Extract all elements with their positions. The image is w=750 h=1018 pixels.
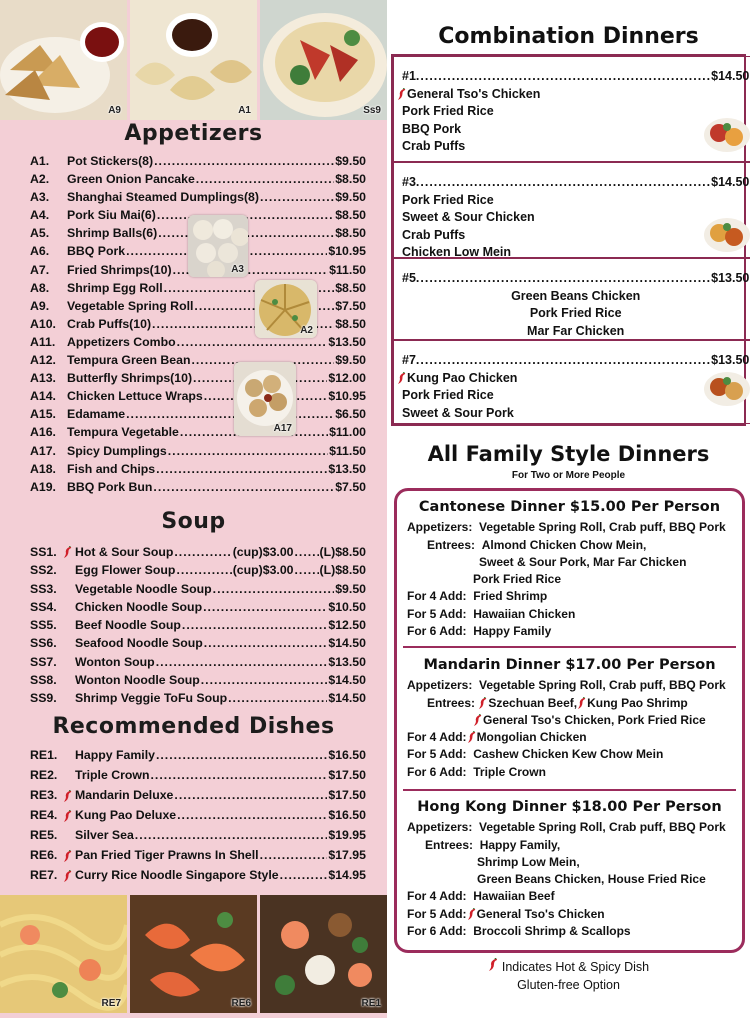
item-code: SS7. [30, 654, 57, 669]
top-photo-strip [0, 0, 387, 120]
entree-value: Green Beans Chicken, House Fried Rice [477, 872, 706, 887]
entree-value: Pork Fried Rice [473, 572, 562, 587]
item-name: Green Onion Pancake [67, 172, 195, 187]
menu-item [30, 598, 366, 616]
combo-price: $14.50 [711, 69, 750, 83]
item-code: A7. [30, 262, 50, 277]
menu-item [30, 653, 366, 671]
item-code: A5. [30, 226, 50, 241]
add-value: Fried Shrimp [473, 589, 548, 604]
item-price: $17.50 [328, 788, 366, 802]
item-name: Pot Stickers(8) [67, 154, 154, 168]
leader-dots [176, 561, 231, 579]
item-price: $17.50 [328, 768, 366, 782]
menu-item [30, 188, 366, 206]
combo-number: #5 [402, 271, 416, 285]
soup-title: Soup [161, 509, 226, 534]
chili-spacer [63, 562, 75, 580]
item-price: $8.50 [335, 226, 366, 241]
item-code: A9. [30, 298, 50, 313]
menu-item [30, 805, 366, 825]
item-code: A14. [30, 389, 56, 404]
leader-dots [416, 68, 711, 86]
chili-icon [467, 908, 477, 921]
chili-icon [577, 697, 587, 710]
leader-dots [156, 653, 328, 671]
item-cup-price: (cup)$3.00 [232, 545, 294, 559]
combo-photo [703, 115, 750, 153]
item-price: $9.50 [335, 353, 366, 368]
item-price: $9.50 [335, 190, 366, 205]
item-code: A11. [30, 334, 56, 349]
family-title: All Family Style Dinners [427, 442, 710, 466]
inset-photo-a2 [255, 280, 317, 338]
combo-item: Pork Fried Rice [402, 104, 494, 118]
item-price: $9.50 [335, 581, 366, 596]
appetizers-label: Appetizers: [407, 678, 473, 693]
leader-dots [416, 174, 711, 192]
combo-item: Crab Puffs [402, 139, 466, 153]
menu-item [30, 478, 366, 496]
menu-item [30, 580, 366, 598]
photo-tag: A9 [108, 105, 121, 116]
add-label: For 5 Add: [407, 747, 467, 762]
add-value: Hawaiian Chicken [473, 606, 576, 621]
dinner-title: Hong Kong Dinner $18.00 Per Person [417, 799, 722, 815]
menu-item [30, 765, 366, 785]
add-value: General Tso's Chicken [476, 906, 605, 921]
combo-item: Chicken Low Mein [402, 245, 512, 259]
item-code: A12. [30, 353, 56, 368]
item-code: SS5. [30, 618, 57, 633]
chili-spacer [63, 827, 75, 845]
leader-dots [150, 765, 327, 785]
item-price: $11.50 [329, 262, 366, 277]
divider [403, 646, 736, 648]
combo-item: General Tso's Chicken [402, 86, 749, 104]
chili-icon [397, 372, 407, 385]
item-name: Chicken Lettuce Wraps [67, 389, 203, 404]
menu-item [30, 152, 366, 170]
item-name: Beef Noodle Soup [75, 618, 181, 633]
leader-dots [182, 616, 327, 634]
add-label: For 6 Add: [407, 924, 467, 939]
item-name: Curry Rice Noodle Singapore Style [75, 868, 279, 882]
combo-item: Green Beans Chicken [511, 288, 641, 303]
add-value: Happy Family [473, 624, 552, 639]
menu-item [30, 785, 366, 805]
leader-dots [295, 561, 319, 579]
photo-tag: RE6 [231, 998, 251, 1009]
combo-item: Mar Far Chicken [527, 323, 625, 338]
leader-dots [295, 543, 319, 561]
item-name: BBQ Pork Bun [67, 479, 153, 494]
item-name: Seafood Noodle Soup [75, 636, 203, 651]
family-dinner-3 [397, 799, 742, 940]
add-label: For 4 Add: [407, 589, 467, 604]
menu-item [30, 369, 366, 387]
item-price: $11.50 [329, 443, 366, 458]
leader-dots [168, 442, 328, 460]
entree-value: General Tso's Chicken, Pork Fried Rice [483, 712, 706, 727]
combo-item: Sweet & Sour Pork [402, 405, 514, 420]
chili-icon [63, 867, 75, 885]
recommended-title: Recommended Dishes [52, 714, 335, 739]
item-price: $16.50 [328, 808, 366, 822]
item-price: $14.50 [328, 691, 366, 706]
combo-item: Crab Puffs [402, 227, 466, 242]
menu-item [30, 689, 366, 707]
menu-item [30, 671, 366, 689]
item-code: A10. [30, 316, 56, 331]
item-code: SS4. [30, 599, 57, 614]
appetizers-value: Vegetable Spring Roll, Crab puff, BBQ Pork [479, 520, 726, 535]
item-code: A17. [30, 443, 56, 458]
chili-icon [473, 714, 483, 727]
add-label: For 4 Add: [407, 730, 467, 745]
combo-photo [703, 215, 750, 253]
chili-spacer [63, 598, 75, 616]
item-price: $8.50 [335, 280, 366, 295]
item-name: Vegetable Spring Roll [67, 298, 194, 313]
add-value: Mongolian Chicken [476, 730, 587, 745]
leader-dots [416, 270, 711, 288]
chili-spacer [63, 767, 75, 785]
dinner-title: Mandarin Dinner $17.00 Per Person [423, 657, 716, 673]
item-name: Shrimp Egg Roll [67, 280, 163, 295]
photo-happy-family [260, 895, 387, 1013]
combo-1 [393, 56, 750, 162]
item-price: (L)$8.50 [319, 563, 366, 578]
leader-dots [280, 865, 328, 885]
item-name: Triple Crown [75, 768, 150, 782]
menu-item [30, 745, 366, 765]
menu-item [30, 387, 366, 405]
appetizers-label: Appetizers: [407, 520, 473, 535]
menu-item [30, 825, 366, 845]
item-price: $19.95 [328, 828, 366, 842]
combo-item: Kung Pao Chicken [402, 370, 749, 388]
item-price: $7.50 [335, 298, 366, 313]
photo-tag: A1 [238, 105, 251, 116]
entree-value: Sweet & Sour Pork, Mar Far Chicken [479, 554, 687, 569]
item-price: $11.00 [329, 425, 366, 440]
add-value: Hawaiian Beef [473, 889, 555, 904]
item-name: Egg Flower Soup [75, 563, 176, 578]
photo-dumplings [130, 0, 257, 120]
item-code: A16. [30, 425, 56, 440]
item-code: RE1. [30, 748, 58, 762]
item-code: A4. [30, 208, 50, 223]
chili-spacer [63, 580, 75, 598]
appetizers-label: Appetizers: [407, 820, 473, 835]
item-name: Shanghai Steamed Dumplings(8) [67, 190, 259, 205]
item-price: $16.50 [328, 748, 366, 762]
item-code: RE7. [30, 868, 58, 882]
item-price: $12.50 [328, 618, 366, 633]
item-price: $13.50 [328, 334, 366, 349]
combo-7 [393, 340, 750, 424]
photo-singapore-noodle [0, 895, 127, 1013]
leader-dots [135, 825, 328, 845]
menu-item [30, 616, 366, 634]
item-name: Crab Puffs(10) [67, 316, 152, 331]
legend [387, 958, 750, 994]
item-code: SS6. [30, 636, 57, 651]
item-name: Vegetable Noodle Soup [75, 581, 212, 596]
item-price: $14.95 [328, 868, 366, 882]
chili-spacer [63, 635, 75, 653]
leader-dots [213, 580, 335, 598]
menu-item [30, 561, 366, 579]
item-code: A18. [30, 461, 56, 476]
appetizers-value: Vegetable Spring Roll, Crab puff, BBQ Pork [479, 678, 726, 693]
inset-tag: A17 [273, 423, 292, 434]
bottom-photo-strip [0, 895, 387, 1013]
menu-item [30, 543, 366, 561]
leader-dots [416, 352, 711, 370]
leader-dots [174, 543, 231, 561]
item-price: $6.50 [335, 407, 366, 422]
chili-icon [478, 697, 488, 710]
soup-list [30, 543, 366, 708]
combo-price: $14.50 [711, 175, 750, 189]
dinner-title: Cantonese Dinner $15.00 Per Person [418, 499, 721, 515]
leader-dots [174, 785, 327, 805]
combo-photo [703, 369, 750, 407]
menu-item [30, 405, 366, 423]
legend-spicy: Indicates Hot & Spicy Dish [501, 960, 650, 974]
item-code: RE5. [30, 828, 58, 842]
photo-potstickers [0, 0, 127, 120]
menu-item [30, 442, 366, 460]
divider [403, 789, 736, 791]
combo-number: #3 [402, 175, 416, 189]
item-code: A15. [30, 407, 56, 422]
family-dinner-1 [397, 499, 742, 640]
item-name: Hot & Sour Soup [75, 545, 174, 559]
item-price: $13.50 [328, 654, 366, 669]
item-code: A13. [30, 371, 56, 386]
chili-icon [63, 847, 75, 865]
item-price: $8.50 [335, 172, 366, 187]
combination-grid [391, 54, 750, 426]
item-name: Tempura Green Bean [67, 353, 191, 368]
add-label: For 4 Add: [407, 889, 467, 904]
entree-value: Happy Family, [479, 837, 561, 852]
item-code: RE6. [30, 848, 58, 862]
item-code: A8. [30, 280, 50, 295]
chili-icon [467, 731, 477, 744]
combo-3 [393, 162, 750, 258]
leader-dots [126, 405, 334, 423]
chili-icon [63, 543, 75, 561]
chili-icon [63, 807, 75, 825]
item-price: $7.50 [335, 479, 366, 494]
item-code: SS9. [30, 691, 57, 706]
item-name: Edamame [67, 407, 126, 422]
item-name: Shrimp Veggie ToFu Soup [75, 691, 228, 706]
entree-value: Shrimp Low Mein, [477, 854, 580, 869]
item-price: (L)$8.50 [319, 545, 366, 559]
item-cup-price: (cup)$3.00 [232, 563, 294, 578]
entrees-label: Entrees: [425, 837, 474, 852]
item-price: $13.50 [328, 461, 366, 476]
item-name: Spicy Dumplings [67, 443, 167, 458]
leader-dots [156, 745, 327, 765]
item-name: Pork Siu Mai(6) [67, 208, 156, 223]
item-price: $10.95 [328, 389, 366, 404]
item-name: Fried Shrimps(10) [67, 262, 172, 277]
add-label: For 6 Add: [407, 624, 467, 639]
leader-dots [156, 460, 327, 478]
item-code: A1. [30, 154, 50, 168]
item-name: Pan Fried Tiger Prawns In Shell [75, 848, 259, 862]
item-name: Kung Pao Deluxe [75, 808, 177, 822]
photo-tiger-prawns [130, 895, 257, 1013]
leader-dots [260, 188, 334, 206]
photo-tag: RE7 [101, 998, 121, 1009]
entree-value: Almond Chicken Chow Mein, [481, 537, 647, 552]
item-name: Mandarin Deluxe [75, 788, 174, 802]
combo-price: $13.50 [711, 353, 750, 367]
combo-number: #1 [402, 69, 416, 83]
leader-dots [153, 478, 334, 496]
item-name: Fish and Chips [67, 461, 156, 476]
entree-value: Szechuan Beef, [488, 695, 578, 710]
appetizers-title: Appetizers [124, 121, 263, 146]
chili-icon [63, 787, 75, 805]
menu-item [30, 634, 366, 652]
entrees-label: Entrees: [427, 695, 476, 710]
inset-tag: A2 [300, 325, 313, 336]
chili-icon [488, 958, 499, 977]
item-price: $8.50 [335, 316, 366, 331]
combo-item: Sweet & Sour Chicken [402, 210, 535, 224]
leader-dots [201, 671, 328, 689]
photo-tag: Ss9 [363, 105, 381, 116]
menu-item [30, 865, 366, 885]
chili-spacer [63, 690, 75, 708]
leader-dots [154, 152, 334, 170]
legend-gluten: Gluten-free Option [517, 978, 620, 992]
menu-item [30, 845, 366, 865]
item-code: RE4. [30, 808, 58, 822]
item-code: SS2. [30, 563, 57, 578]
item-name: BBQ Pork [67, 244, 126, 259]
inset-photo-a17 [234, 362, 296, 436]
item-price: $12.00 [328, 371, 366, 386]
add-label: For 5 Add: [407, 906, 467, 921]
combination-title: Combination Dinners [438, 24, 699, 49]
item-code: SS3. [30, 581, 57, 596]
photo-tag: RE1 [361, 998, 381, 1009]
entrees-label: Entrees: [427, 537, 476, 552]
menu-item [30, 351, 366, 369]
add-value: Cashew Chicken Kew Chow Mein [473, 747, 664, 762]
combo-number: #7 [402, 353, 416, 367]
combo-item: Pork Fried Rice [402, 388, 494, 402]
leader-dots [204, 634, 328, 652]
chili-spacer [63, 671, 75, 689]
item-price: $10.95 [328, 244, 366, 259]
add-value: Triple Crown [473, 764, 546, 779]
item-code: RE2. [30, 768, 58, 782]
item-code: A6. [30, 244, 50, 259]
item-name: Chicken Noodle Soup [75, 599, 203, 614]
recommended-list [30, 745, 366, 885]
item-price: $9.50 [335, 154, 366, 168]
item-name: Happy Family [75, 748, 155, 762]
item-name: Shrimp Balls(6) [67, 226, 158, 241]
item-name: Silver Sea [75, 828, 134, 842]
inset-photo-a3 [188, 215, 248, 277]
combo-item: BBQ Pork [402, 121, 462, 136]
combo-item: Pork Fried Rice [402, 192, 494, 207]
item-code: A2. [30, 172, 50, 187]
item-name: Tempura Vegetable [67, 425, 179, 440]
add-label: For 5 Add: [407, 606, 467, 621]
item-name: Appetizers Combo [67, 334, 176, 349]
menu-item [30, 423, 366, 441]
item-code: A3. [30, 190, 50, 205]
leader-dots [260, 845, 328, 865]
leader-dots [177, 805, 327, 825]
leader-dots [203, 598, 327, 616]
menu-item [30, 460, 366, 478]
item-name: Wonton Soup [75, 654, 155, 669]
item-price: $17.95 [328, 848, 366, 862]
entree-value: Kung Pao Shrimp [587, 695, 688, 710]
item-price: $10.50 [328, 599, 366, 614]
family-dinners-box [394, 488, 745, 953]
family-subtitle: For Two or More People [511, 470, 626, 481]
item-name: Wonton Noodle Soup [75, 673, 200, 688]
item-code: RE3. [30, 788, 58, 802]
leader-dots [228, 689, 327, 707]
combo-item: Pork Fried Rice [529, 306, 622, 320]
item-name: Butterfly Shrimps(10) [67, 371, 193, 386]
chili-spacer [63, 616, 75, 634]
add-label: For 6 Add: [407, 764, 467, 779]
inset-tag: A3 [231, 264, 244, 275]
item-code: SS8. [30, 673, 57, 688]
chili-icon [397, 88, 407, 101]
family-dinner-2 [397, 657, 742, 781]
menu-item [30, 170, 366, 188]
add-value: Broccoli Shrimp & Scallops [473, 924, 631, 939]
chili-spacer [63, 747, 75, 765]
item-code: A19. [30, 479, 56, 494]
item-code: SS1. [30, 545, 57, 559]
photo-noodle-soup [260, 0, 387, 120]
item-price: $14.50 [328, 636, 366, 651]
appetizers-value: Vegetable Spring Roll, Crab puff, BBQ Pork [479, 820, 726, 835]
item-price: $14.50 [328, 673, 366, 688]
combo-5 [393, 258, 750, 340]
right-menu-panel [387, 0, 750, 1018]
chili-spacer [63, 653, 75, 671]
item-price: $8.50 [335, 208, 366, 223]
combo-price: $13.50 [711, 271, 750, 285]
leader-dots [196, 170, 334, 188]
